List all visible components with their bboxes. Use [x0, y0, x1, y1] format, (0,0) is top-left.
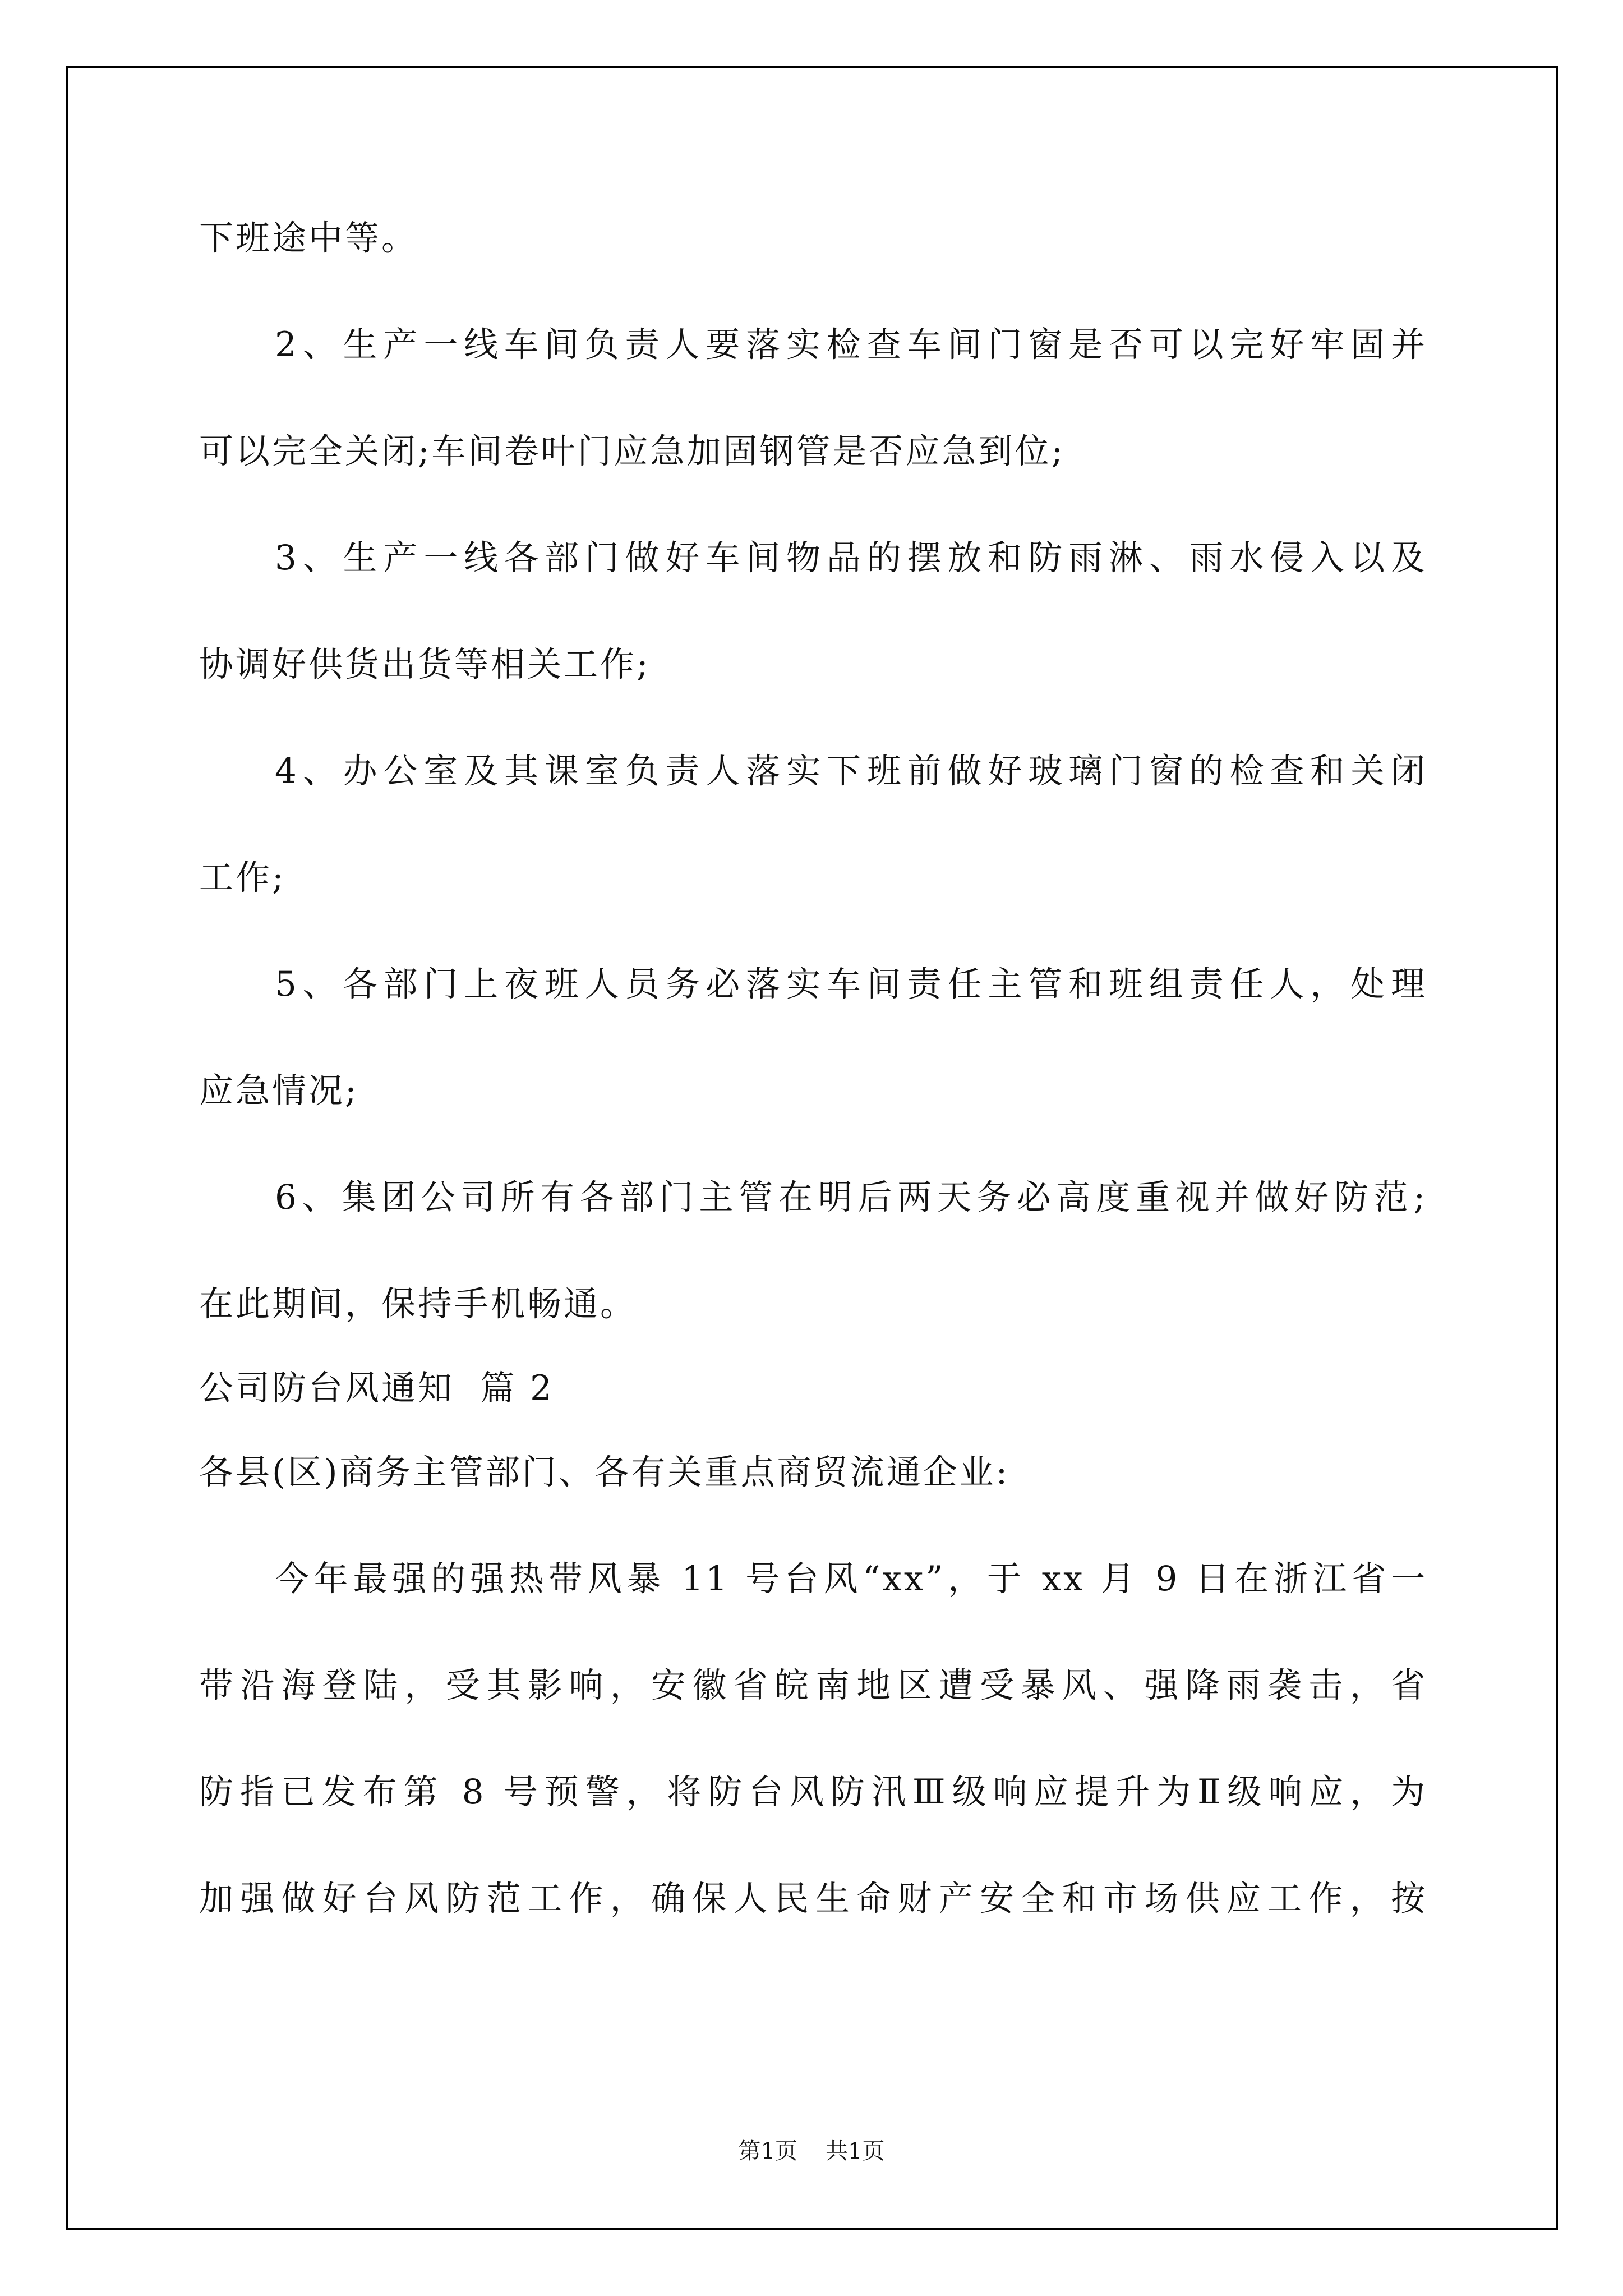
text-line: 可以完全关闭;车间卷叶门应急加固钢管是否应急到位; [199, 431, 1066, 471]
text-line: 2、生产一线车间负责人要落实检查车间门窗是否可以完好牢固并 [275, 325, 1427, 365]
total-pages: 共1页 [826, 2138, 885, 2164]
text-line: 带沿海登陆，受其影响，安徽省皖南地区遭受暴风、强降雨袭击，省 [199, 1665, 1427, 1705]
text-line: 工作; [199, 858, 286, 898]
text-line: 4、办公室及其课室负责人落实下班前做好玻璃门窗的检查和关闭 [275, 751, 1427, 791]
text-line: 今年最强的强热带风暴 11 号台风“xx”，于 xx 月 9 日在浙江省一 [275, 1559, 1427, 1599]
section-heading: 公司防台风通知 篇 2 [199, 1368, 554, 1408]
text-line: 应急情况; [199, 1071, 359, 1111]
page-number: 第1页 [738, 2138, 797, 2164]
text-line: 协调好供货出货等相关工作; [199, 645, 651, 684]
page-footer [0, 2137, 1623, 2165]
text-line: 3、生产一线各部门做好车间物品的摆放和防雨淋、雨水侵入以及 [275, 538, 1427, 578]
text-line: 在此期间，保持手机畅通。 [199, 1284, 637, 1324]
text-line: 各县(区)商务主管部门、各有关重点商贸流通企业: [199, 1452, 1010, 1492]
text-line: 防指已发布第 8 号预警，将防台风防汛Ⅲ级响应提升为Ⅱ级响应，为 [199, 1772, 1427, 1812]
text-line: 加强做好台风防范工作，确保人民生命财产安全和市场供应工作，按 [199, 1879, 1427, 1918]
text-line: 5、各部门上夜班人员务必落实车间责任主管和班组责任人，处理 [275, 964, 1427, 1004]
text-line: 6、集团公司所有各部门主管在明后两天务必高度重视并做好防范; [275, 1177, 1427, 1217]
text-line: 下班途中等。 [199, 218, 418, 258]
